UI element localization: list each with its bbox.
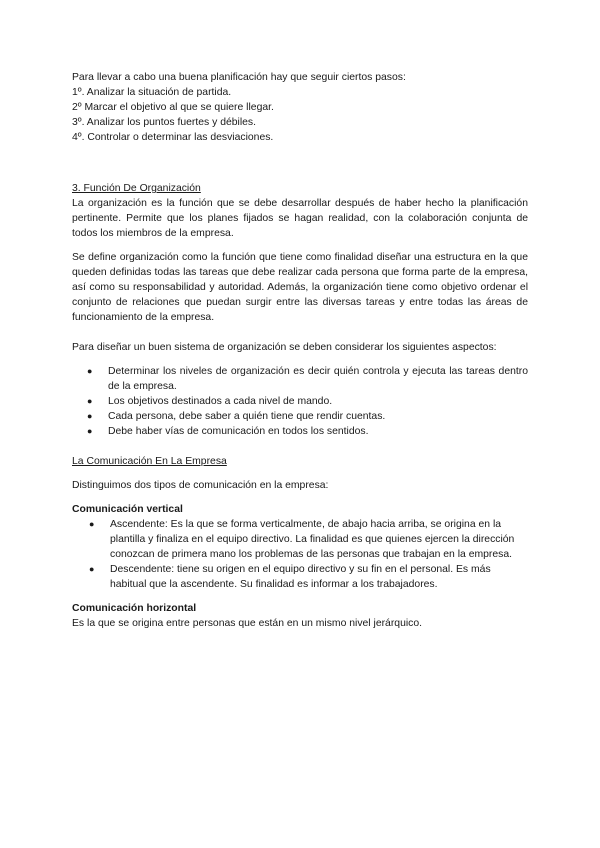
list-item: ● Debe haber vías de comunicación en todos los sentidos. (87, 426, 369, 437)
list-item: ● Ascendente: Es la que se forma verticalmente, de abajo hacia arriba, se origina en la plantilla y finaliza en el equipo directivo. La finalidad es que quienes ejercen la dirección conozcan de primera mano los problemas de las personas que trabajan en la empresa. (89, 519, 515, 560)
section-heading-organizacion: 3. Función De Organización (72, 183, 201, 194)
bullet-icon: ● (87, 411, 93, 421)
list-item: ● Cada persona, debe saber a quién tiene que rendir cuentas. (87, 411, 386, 422)
subheading-vertical: Comunicación vertical (72, 504, 183, 515)
vertical-list (72, 517, 528, 592)
paragraph: Para diseñar un buen sistema de organización se deben considerar los siguientes aspectos: (72, 342, 497, 353)
paragraph: Se define organización como la función que tiene como finalidad diseñar una estructura en la que queden definidas todas las tareas que debe realizar cada persona que forma parte de la empresa, así como su responsabilidad y autoridad. Además, la organización tiene como objetivo ordenar el conjunto de relaciones que puedan surgir entre las diversas tareas y entre todas las áreas de funcionamiento de la empresa. (72, 252, 528, 323)
list-item: ● Los objetivos destinados a cada nivel de mando. (87, 396, 333, 407)
step-item: 3º. Analizar los puntos fuertes y débiles. (72, 117, 257, 128)
bullet-icon: ● (87, 426, 93, 436)
section-heading-comunicacion: La Comunicación En La Empresa (72, 456, 227, 467)
list-item: ● Descendente: tiene su origen en el equipo directivo y su fin en el personal. Es más habitual que la ascendente. Su finalidad es informar a los trabajadores. (89, 564, 491, 590)
bullet-icon: ● (89, 519, 95, 529)
bullet-icon: ● (89, 564, 95, 574)
bullet-icon: ● (87, 366, 93, 376)
bullet-icon: ● (87, 396, 93, 406)
steps-lead: Para llevar a cabo una buena planificación hay que seguir ciertos pasos: (72, 72, 406, 83)
paragraph: Es la que se origina entre personas que están en un mismo nivel jerárquico. (72, 618, 423, 629)
list-item: ● Determinar los niveles de organización es decir quién controla y ejecuta las tareas dentro de la empresa. (87, 366, 528, 392)
step-item: 4º. Controlar o determinar las desviaciones. (72, 132, 274, 143)
planning-steps (72, 70, 528, 145)
paragraph: La organización es la función que se debe desarrollar después de haber hecho la planificación pertinente. Permite que los planes fijados se hagan realidad, con la colaboración conjunta de todos los miembros de la empresa. (72, 198, 528, 239)
step-item: 2º Marcar el objetivo al que se quiere llegar. (72, 102, 274, 113)
aspects-list (72, 364, 528, 439)
subheading-horizontal: Comunicación horizontal (72, 603, 197, 614)
step-item: 1º. Analizar la situación de partida. (72, 87, 232, 98)
paragraph: Distinguimos dos tipos de comunicación en la empresa: (72, 480, 329, 491)
